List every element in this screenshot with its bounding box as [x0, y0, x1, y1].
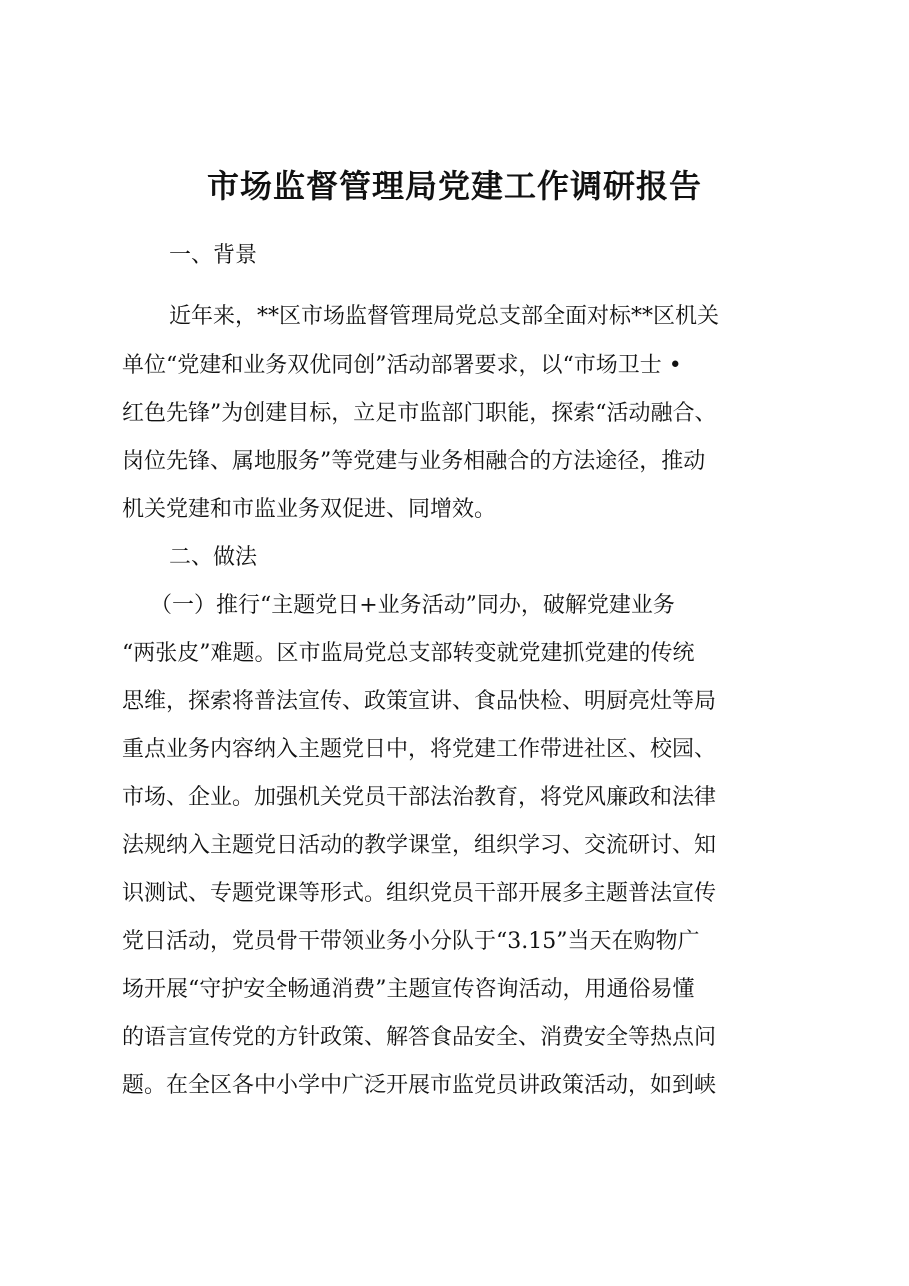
- paragraph-line: 近年来，**区市场监督管理局党总支部全面对标**区机关: [169, 304, 720, 329]
- paragraph-line: 的语言宣传党的方针政策、解答食品安全、消费安全等热点问: [122, 1025, 717, 1050]
- paragraph-line: 红色先锋”为创建目标，立足市监部门职能，探索“活动融合、: [122, 401, 717, 426]
- paragraph-line: 党日活动，党员骨干带领业务小分队于“3.15”当天在购物广: [122, 929, 700, 954]
- paragraph-line: 机关党建和市监业务双促进、同增效。: [122, 497, 497, 522]
- paragraph-line: （一）推行“主题党日+业务活动”同办，破解党建业务: [150, 593, 675, 618]
- paragraph-line: 场开展“守护安全畅通消费”主题宣传咨询活动，用通俗易懂: [122, 977, 695, 1002]
- paragraph-line: 思维，探索将普法宣传、政策宣讲、食品快检、明厨亮灶等局: [122, 689, 717, 714]
- paragraph-line: 法规纳入主题党日活动的教学课堂，组织学习、交流研讨、知: [122, 833, 717, 858]
- section-heading-practices: 二、做法: [169, 545, 258, 570]
- paragraph-line: “两张皮”难题。区市监局党总支部转变就党建抓党建的传统: [122, 641, 695, 666]
- paragraph-line: 识测试、专题党课等形式。组织党员干部开展多主题普法宣传: [122, 881, 717, 906]
- paragraph-line: 市场、企业。加强机关党员干部法治教育，将党风廉政和法律: [122, 785, 717, 810]
- section-heading-background: 一、背景: [169, 243, 258, 268]
- paragraph-line: 单位“党建和业务双优同创”活动部署要求，以“市场卫士 •: [122, 353, 682, 378]
- paragraph-line: 岗位先锋、属地服务”等党建与业务相融合的方法途径，推动: [122, 449, 706, 474]
- paragraph-line: 题。在全区各中小学中广泛开展市监党员讲政策活动，如到峡: [122, 1073, 717, 1098]
- paragraph-line: 重点业务内容纳入主题党日中，将党建工作带进社区、校园、: [122, 737, 717, 762]
- document-title: 市场监督管理局党建工作调研报告: [206, 167, 702, 205]
